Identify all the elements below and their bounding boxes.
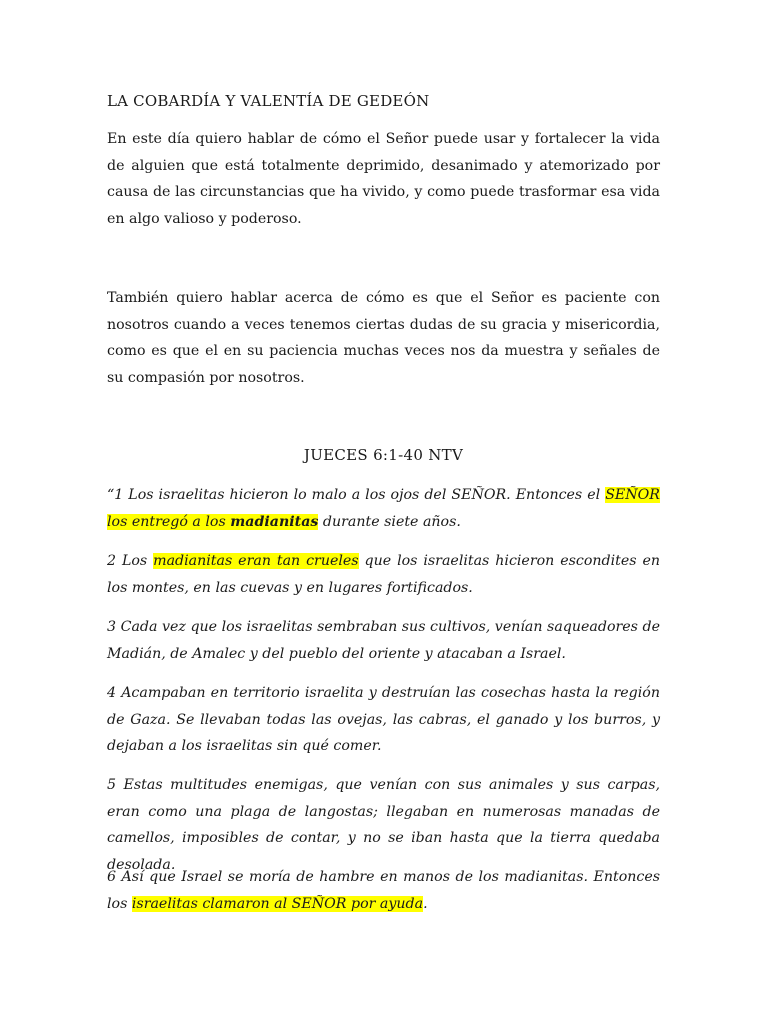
verse-1-text-c: durante siete años. — [318, 513, 461, 530]
intro-paragraph-1: En este día quiero hablar de cómo el Señor puede usar y fortalecer la vida de alguien que está totalmente deprimido, desanimado y atemorizado por causa de las circunstancias que ha vivido, y como puede trasformar esa vida en algo valioso y poderoso. — [107, 131, 660, 227]
intro-paragraph-2: También quiero hablar acerca de cómo es que el Señor es paciente con nosotros cuando a veces tenemos ciertas dudas de su gracia y misericordia, como es que el en su paciencia muchas veces nos da muestra y señales de su compasión por nosotros. — [107, 290, 660, 386]
verse-2-text-a: 2 Los — [107, 553, 154, 569]
verse-6-text-b: . — [423, 895, 428, 912]
verse-6-highlight: israelitas clamaron al SEÑOR por ayuda — [131, 895, 424, 912]
verse-2 — [107, 548, 660, 601]
verse-2-highlight: madianitas eran tan crueles — [153, 553, 359, 569]
verse-6-text-a: 6 Así que Israel se moría de hambre en manos de los madianitas. Entonces los — [107, 869, 660, 912]
verse-1-text-a: “1 Los israelitas hicieron lo malo a los ojos del SEÑOR. Entonces el — [107, 487, 606, 503]
document-title: LA COBARDÍA Y VALENTÍA DE GEDEÓN — [107, 92, 430, 110]
verse-3: 3 Cada vez que los israelitas sembraban sus cultivos, venían saqueadores de Madián, de Amalec y del pueblo del oriente y atacaban a Israel. — [107, 619, 660, 662]
verse-5: 5 Estas multitudes enemigas, que venían con sus animales y sus carpas, eran como una plaga de langostas; llegaban en numerosas manadas de camellos, imposibles de contar, y no se iban hasta que la tierra quedaba desolada. — [107, 777, 660, 873]
verse-6 — [107, 864, 660, 917]
verse-1 — [107, 482, 660, 535]
verse-1-bold-madianitas: madianitas — [230, 513, 319, 530]
verse-1-highlight-text: SEÑOR los entregó a los — [107, 487, 660, 530]
scripture-heading: JUECES 6:1-40 NTV — [303, 446, 464, 464]
verse-4: 4 Acampaban en territorio israelita y destruían las cosechas hasta la región de Gaza. Se llevaban todas las ovejas, las cabras, el ganado y los burros, y dejaban a los israelitas sin qué comer. — [107, 685, 660, 754]
verse-2-text-b: que los israelitas hicieron escondites en los montes, en las cuevas y en lugares fortificados. — [107, 553, 660, 596]
